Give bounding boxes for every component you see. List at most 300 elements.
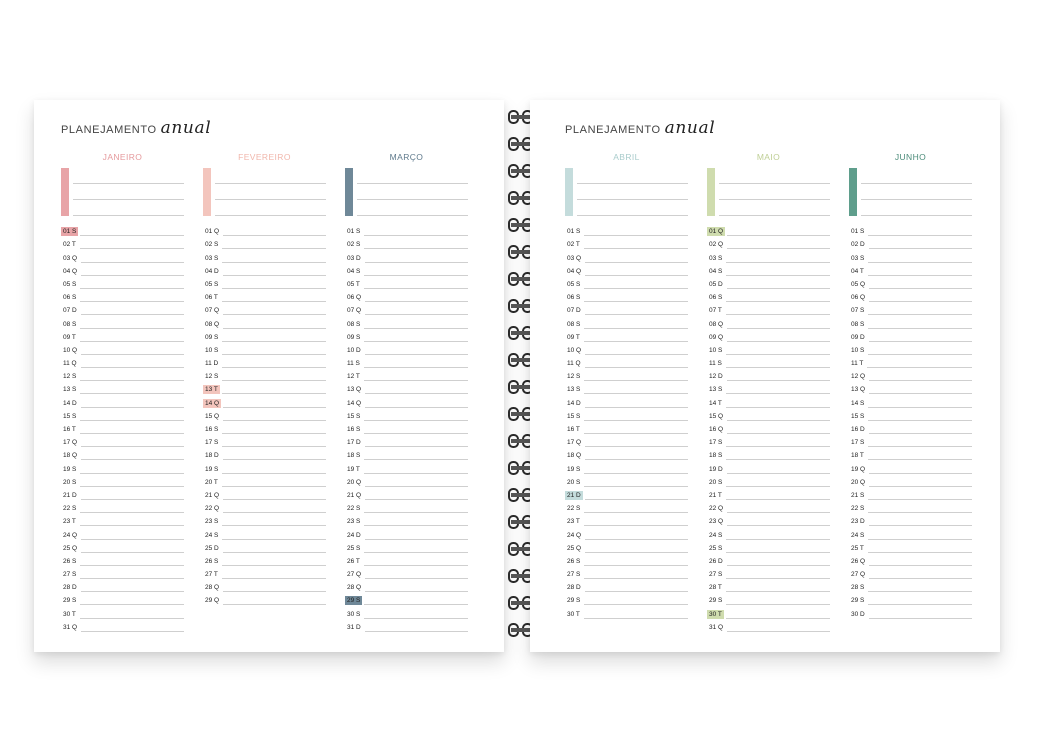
day-label: 16 S xyxy=(347,426,361,433)
day-row xyxy=(707,500,830,513)
note-line xyxy=(357,183,468,184)
day-row xyxy=(203,474,326,487)
day-row xyxy=(707,487,830,500)
day-row xyxy=(849,434,972,447)
day-row xyxy=(345,263,468,276)
day-label: 08 S xyxy=(851,320,865,328)
day-label: 16 D xyxy=(851,426,865,433)
day-label: 24 S xyxy=(709,531,723,539)
day-row xyxy=(61,553,184,566)
day-label: 14 Q xyxy=(347,399,362,407)
day-row xyxy=(203,315,326,328)
day-row xyxy=(565,368,688,381)
day-label: 13 S xyxy=(63,386,77,394)
day-label: 06 S xyxy=(63,294,77,302)
day-row xyxy=(345,223,468,236)
month-notes xyxy=(849,168,972,216)
day-label: 16 T xyxy=(63,426,76,433)
day-row xyxy=(345,289,468,302)
day-list xyxy=(345,223,468,632)
day-label: 27 T xyxy=(205,571,218,579)
day-label: 19 S xyxy=(567,465,581,473)
day-row xyxy=(203,408,326,421)
month-notes xyxy=(345,168,468,216)
day-row xyxy=(61,342,184,355)
day-row xyxy=(345,500,468,513)
day-label: 01 S xyxy=(851,228,865,236)
day-label: 28 S xyxy=(851,584,865,592)
day-label: 11 T xyxy=(851,360,864,368)
day-row xyxy=(707,329,830,342)
day-label: 04 S xyxy=(347,267,361,275)
day-row xyxy=(849,289,972,302)
day-row xyxy=(849,447,972,460)
day-row xyxy=(565,487,688,500)
day-label: 25 Q xyxy=(567,544,582,552)
day-label: 04 D xyxy=(205,267,219,275)
day-label: 19 D xyxy=(709,465,723,473)
day-line xyxy=(81,631,184,632)
day-row xyxy=(345,276,468,289)
day-row xyxy=(565,276,688,289)
month-name: ABRIL xyxy=(613,152,640,162)
day-row xyxy=(345,474,468,487)
day-label: 24 Q xyxy=(63,531,78,539)
day-label: 20 Q xyxy=(851,478,866,486)
day-row xyxy=(849,540,972,553)
day-label: 21 D xyxy=(567,491,581,499)
day-label: 01 S xyxy=(347,228,361,236)
day-label: 22 S xyxy=(567,505,581,513)
day-row xyxy=(707,249,830,262)
day-row xyxy=(345,236,468,249)
day-row xyxy=(565,289,688,302)
day-label: 30 S xyxy=(347,610,361,618)
day-row xyxy=(345,460,468,473)
note-line xyxy=(861,183,972,184)
day-row xyxy=(707,434,830,447)
day-row xyxy=(707,553,830,566)
day-label: 23 D xyxy=(851,518,865,526)
day-row xyxy=(565,540,688,553)
day-label: 26 Q xyxy=(851,557,866,565)
day-label: 03 S xyxy=(851,254,865,262)
day-label: 18 D xyxy=(205,452,219,460)
day-label: 27 S xyxy=(567,571,581,579)
day-list xyxy=(61,223,184,632)
day-label: 18 S xyxy=(709,452,723,460)
day-row xyxy=(565,408,688,421)
day-row xyxy=(203,329,326,342)
day-row xyxy=(345,579,468,592)
day-row xyxy=(707,223,830,236)
day-row xyxy=(345,302,468,315)
day-label: 17 S xyxy=(205,439,219,447)
day-label: 27 Q xyxy=(347,571,362,579)
day-row xyxy=(345,566,468,579)
month-february xyxy=(203,152,326,605)
day-row xyxy=(565,421,688,434)
day-label: 21 Q xyxy=(347,491,362,499)
day-label: 25 S xyxy=(347,544,361,552)
day-label: 08 Q xyxy=(709,320,724,328)
day-row xyxy=(707,592,830,605)
day-row xyxy=(707,368,830,381)
day-label: 18 Q xyxy=(567,452,582,460)
day-label: 17 D xyxy=(347,439,361,447)
day-label: 15 S xyxy=(851,412,865,420)
day-row xyxy=(849,605,972,618)
day-row xyxy=(203,487,326,500)
day-row xyxy=(849,500,972,513)
day-row xyxy=(203,276,326,289)
day-row xyxy=(203,553,326,566)
month-notes xyxy=(61,168,184,216)
month-color-bar xyxy=(61,168,69,216)
day-row xyxy=(345,315,468,328)
day-label: 29 S xyxy=(851,597,865,605)
day-row xyxy=(565,302,688,315)
day-row xyxy=(849,342,972,355)
day-row xyxy=(61,223,184,236)
day-label: 20 S xyxy=(567,478,581,486)
day-label: 04 Q xyxy=(63,267,78,275)
day-row xyxy=(203,381,326,394)
month-color-bar xyxy=(849,168,857,216)
day-label: 08 S xyxy=(63,320,77,328)
day-label: 14 D xyxy=(567,399,581,407)
day-line xyxy=(365,631,468,632)
day-line xyxy=(869,618,972,619)
day-label: 07 D xyxy=(567,307,581,315)
day-row xyxy=(203,526,326,539)
day-label: 11 Q xyxy=(63,360,77,368)
day-row xyxy=(345,447,468,460)
day-row xyxy=(203,460,326,473)
day-row xyxy=(61,302,184,315)
day-label: 23 S xyxy=(205,518,219,526)
day-row xyxy=(565,500,688,513)
note-line xyxy=(215,183,326,184)
day-row xyxy=(707,302,830,315)
day-label: 31 D xyxy=(347,623,361,631)
day-row xyxy=(849,249,972,262)
day-list xyxy=(565,223,688,619)
day-row xyxy=(849,474,972,487)
day-label: 02 T xyxy=(567,241,580,249)
day-label: 19 S xyxy=(205,465,219,473)
day-row xyxy=(203,223,326,236)
day-row xyxy=(707,342,830,355)
day-label: 13 S xyxy=(567,386,581,394)
day-row xyxy=(345,487,468,500)
day-label: 12 Q xyxy=(851,373,866,381)
day-row xyxy=(849,329,972,342)
day-label: 17 Q xyxy=(567,439,582,447)
day-label: 12 S xyxy=(567,373,581,381)
day-label: 02 S xyxy=(205,241,219,249)
day-label: 15 Q xyxy=(205,412,220,420)
day-label: 12 D xyxy=(709,373,723,381)
day-label: 29 S xyxy=(347,597,361,605)
day-label: 03 Q xyxy=(63,254,78,262)
month-march xyxy=(345,152,468,632)
day-row xyxy=(203,592,326,605)
page-title xyxy=(61,118,211,138)
day-label: 25 S xyxy=(709,544,723,552)
day-label: 14 Q xyxy=(205,399,220,407)
day-row xyxy=(565,474,688,487)
day-label: 09 Q xyxy=(709,333,724,341)
day-row xyxy=(345,619,468,632)
day-label: 22 Q xyxy=(205,505,220,513)
day-row xyxy=(345,526,468,539)
day-row xyxy=(203,500,326,513)
day-label: 09 T xyxy=(63,333,76,341)
day-row xyxy=(61,329,184,342)
day-label: 09 S xyxy=(347,333,361,341)
day-label: 15 S xyxy=(63,412,77,420)
day-label: 14 S xyxy=(851,399,865,407)
day-row xyxy=(707,566,830,579)
note-line xyxy=(73,199,184,200)
day-label: 18 T xyxy=(851,452,864,460)
day-label: 28 Q xyxy=(205,584,220,592)
day-row xyxy=(565,526,688,539)
day-row xyxy=(61,447,184,460)
day-label: 02 T xyxy=(63,241,76,249)
day-label: 20 T xyxy=(205,478,218,486)
day-line xyxy=(584,618,688,619)
day-row xyxy=(61,434,184,447)
day-label: 17 S xyxy=(851,439,865,447)
month-notes xyxy=(707,168,830,216)
day-label: 12 T xyxy=(347,373,360,381)
day-row xyxy=(707,540,830,553)
day-label: 31 Q xyxy=(709,623,724,631)
day-label: 28 D xyxy=(567,584,581,592)
day-row xyxy=(203,302,326,315)
day-row xyxy=(345,434,468,447)
day-row xyxy=(707,605,830,618)
day-row xyxy=(61,526,184,539)
day-row xyxy=(849,487,972,500)
day-label: 18 Q xyxy=(63,452,78,460)
note-line xyxy=(719,199,830,200)
note-line xyxy=(719,183,830,184)
day-row xyxy=(565,553,688,566)
day-label: 01 S xyxy=(567,228,581,236)
day-row xyxy=(61,381,184,394)
day-label: 26 S xyxy=(205,557,219,565)
day-label: 23 T xyxy=(567,518,580,526)
day-row xyxy=(345,329,468,342)
day-label: 10 D xyxy=(347,346,361,354)
day-row xyxy=(849,276,972,289)
day-row xyxy=(61,460,184,473)
day-label: 10 Q xyxy=(567,346,582,354)
day-label: 23 T xyxy=(63,518,76,526)
day-row xyxy=(565,513,688,526)
day-label: 04 T xyxy=(851,267,864,275)
day-row xyxy=(345,553,468,566)
day-label: 29 S xyxy=(63,597,77,605)
month-name: JANEIRO xyxy=(102,152,143,162)
day-label: 17 Q xyxy=(63,439,78,447)
month-name: FEVEREIRO xyxy=(238,152,291,162)
month-name: MAIO xyxy=(756,152,781,162)
month-notes xyxy=(565,168,688,216)
day-row xyxy=(203,579,326,592)
day-row xyxy=(345,355,468,368)
day-list xyxy=(849,223,972,619)
day-row xyxy=(849,408,972,421)
note-line xyxy=(215,215,326,216)
day-row xyxy=(849,236,972,249)
day-label: 03 S xyxy=(205,254,219,262)
day-row xyxy=(61,500,184,513)
day-label: 13 Q xyxy=(347,386,362,394)
month-notes xyxy=(203,168,326,216)
day-row xyxy=(203,236,326,249)
day-label: 16 Q xyxy=(709,426,724,433)
month-color-bar xyxy=(345,168,353,216)
day-label: 26 T xyxy=(347,557,360,565)
page-title-plain: PLANEJAMENTO xyxy=(565,124,661,136)
day-row xyxy=(345,381,468,394)
day-label: 07 Q xyxy=(205,307,220,315)
day-label: 24 D xyxy=(347,531,361,539)
day-row xyxy=(707,460,830,473)
day-row xyxy=(849,513,972,526)
day-label: 09 S xyxy=(205,333,219,341)
day-label: 07 D xyxy=(63,307,77,315)
day-row xyxy=(849,368,972,381)
day-label: 10 Q xyxy=(63,346,78,354)
day-label: 05 Q xyxy=(851,280,866,288)
day-row xyxy=(61,408,184,421)
day-label: 10 S xyxy=(851,346,865,354)
day-label: 24 Q xyxy=(567,531,582,539)
day-label: 22 S xyxy=(63,505,77,513)
day-label: 05 D xyxy=(709,280,723,288)
day-row xyxy=(849,315,972,328)
day-label: 29 Q xyxy=(205,597,220,605)
day-label: 30 T xyxy=(567,610,580,618)
day-label: 05 S xyxy=(205,280,219,288)
day-row xyxy=(707,579,830,592)
day-label: 31 Q xyxy=(63,623,78,631)
note-line xyxy=(73,183,184,184)
day-row xyxy=(565,592,688,605)
day-row xyxy=(203,368,326,381)
day-row xyxy=(707,381,830,394)
day-label: 30 T xyxy=(709,610,722,618)
day-row xyxy=(707,394,830,407)
month-color-bar xyxy=(565,168,573,216)
day-row xyxy=(565,381,688,394)
day-row xyxy=(707,474,830,487)
day-label: 28 D xyxy=(63,584,77,592)
day-label: 25 Q xyxy=(63,544,78,552)
day-label: 03 S xyxy=(709,254,723,262)
day-label: 22 Q xyxy=(709,505,724,513)
day-row xyxy=(61,513,184,526)
month-name: MARÇO xyxy=(389,152,424,162)
day-label: 25 T xyxy=(851,544,864,552)
day-label: 27 Q xyxy=(851,571,866,579)
day-label: 21 T xyxy=(709,491,722,499)
day-row xyxy=(849,381,972,394)
day-row xyxy=(707,408,830,421)
day-row xyxy=(707,289,830,302)
day-label: 28 T xyxy=(709,584,722,592)
day-row xyxy=(707,526,830,539)
day-row xyxy=(203,263,326,276)
month-color-bar xyxy=(707,168,715,216)
day-row xyxy=(203,540,326,553)
right-page xyxy=(530,100,1000,652)
day-label: 13 T xyxy=(205,386,218,394)
day-label: 28 Q xyxy=(347,584,362,592)
day-row xyxy=(345,394,468,407)
day-label: 19 S xyxy=(63,465,77,473)
day-line xyxy=(223,604,326,605)
day-row xyxy=(345,342,468,355)
day-label: 17 S xyxy=(709,439,723,447)
day-label: 12 S xyxy=(63,373,77,381)
day-label: 20 S xyxy=(63,478,77,486)
day-label: 01 S xyxy=(63,228,77,236)
day-row xyxy=(345,421,468,434)
day-row xyxy=(345,368,468,381)
day-row xyxy=(849,566,972,579)
day-label: 07 Q xyxy=(347,307,362,315)
month-june xyxy=(849,152,972,619)
day-row xyxy=(849,579,972,592)
day-row xyxy=(849,526,972,539)
day-label: 14 T xyxy=(709,399,722,407)
day-row xyxy=(61,276,184,289)
day-label: 23 Q xyxy=(709,518,724,526)
day-row xyxy=(707,315,830,328)
day-row xyxy=(565,329,688,342)
month-color-bar xyxy=(203,168,211,216)
note-line xyxy=(73,215,184,216)
month-january xyxy=(61,152,184,632)
day-label: 14 D xyxy=(63,399,77,407)
day-label: 27 S xyxy=(709,571,723,579)
day-row xyxy=(203,355,326,368)
day-row xyxy=(565,263,688,276)
day-row xyxy=(61,579,184,592)
day-row xyxy=(61,605,184,618)
day-label: 15 S xyxy=(347,412,361,420)
day-label: 09 D xyxy=(851,333,865,341)
day-row xyxy=(849,223,972,236)
day-row xyxy=(565,315,688,328)
day-row xyxy=(61,236,184,249)
day-label: 08 S xyxy=(347,320,361,328)
day-label: 30 D xyxy=(851,610,865,618)
day-row xyxy=(61,355,184,368)
day-label: 06 S xyxy=(709,294,723,302)
day-label: 08 Q xyxy=(205,320,220,328)
month-name: JUNHO xyxy=(894,152,927,162)
month-may xyxy=(707,152,830,632)
note-line xyxy=(861,199,972,200)
day-label: 03 Q xyxy=(567,254,582,262)
